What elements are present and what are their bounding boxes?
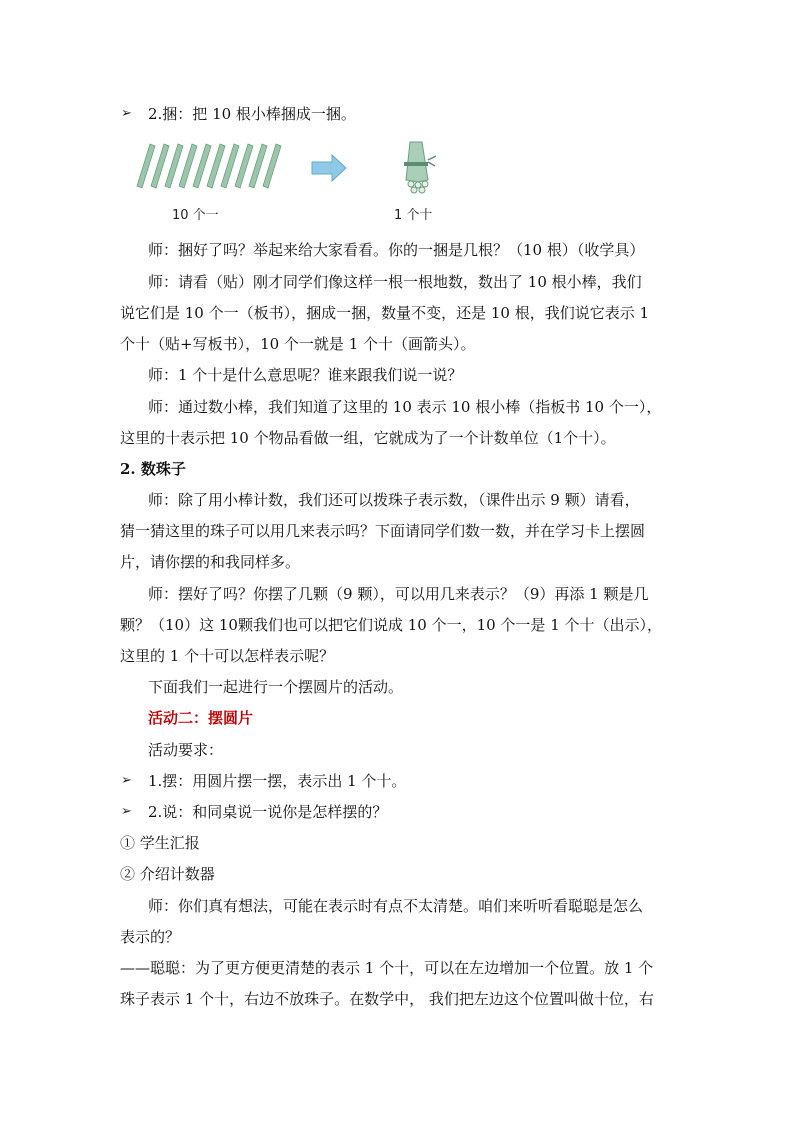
paragraph-6-line-2: 颗？（10）这 10颗我们也可以把它们说成 10 个一，10 个一是 1 个十（出示）， bbox=[120, 616, 663, 634]
step-2: ② 介绍计数器 bbox=[120, 865, 215, 883]
arrow-bullet-icon: ➢ bbox=[121, 804, 132, 819]
caption-one-ten: 1 个十 bbox=[394, 208, 433, 223]
paragraph-5-line-2: 猜一猜这里的珠子可以用几来表示吗？下面请同学们数一数，并在学习卡上摆圆 bbox=[120, 522, 646, 540]
requirement-1: 1.摆：用圆片摆一摆，表示出 1 个十。 bbox=[148, 772, 407, 790]
right-arrow-icon bbox=[312, 155, 346, 181]
paragraph-9-line-2: 珠子表示 1 个十，右边不放珠子。在数学中， 我们把左边这个位置叫做十位，右 bbox=[120, 990, 654, 1008]
stick-bundle-icon bbox=[404, 142, 436, 193]
step-1: ① 学生汇报 bbox=[120, 834, 200, 852]
paragraph-3: 师：1 个十是什么意思呢？谁来跟我们说一说？ bbox=[148, 366, 463, 384]
sticks-figure bbox=[122, 140, 462, 226]
item-bundle: 2.捆：把 10 根小棒捆成一捆。 bbox=[148, 105, 356, 123]
paragraph-4-line-2: 这里的十表示把 10 个物品看做一组，它就成为了一个计数单位（1个十）。 bbox=[120, 429, 616, 447]
requirement-2: 2.说：和同桌说一说你是怎样摆的？ bbox=[148, 803, 388, 821]
paragraph-8-line-2: 表示的？ bbox=[120, 928, 181, 946]
paragraph-9-line-1: ——聪聪：为了更方便更清楚的表示 1 个十，可以在左边增加一个位置。放 1 个 bbox=[120, 959, 654, 977]
arrow-bullet-icon: ➢ bbox=[121, 106, 132, 121]
paragraph-6-line-3: 这里的 1 个十可以怎样表示呢？ bbox=[120, 647, 335, 665]
paragraph-5-line-1: 师：除了用小棒计数，我们还可以拨珠子表示数，（课件出示 9 颗）请看， bbox=[148, 491, 640, 509]
paragraph-4-line-1: 师：通过数小棒，我们知道了这里的 10 表示 10 根小棒（指板书 10 个一）， bbox=[148, 398, 662, 416]
paragraph-2-line-2: 说它们是 10 个一（板书），捆成一捆，数量不变，还是 10 根，我们说它表示 1 bbox=[120, 304, 650, 322]
ten-sticks-icon bbox=[137, 144, 281, 188]
paragraph-8-line-1: 师：你们真有想法，可能在表示时有点不太清楚。咱们来听听看聪聪是怎么 bbox=[148, 897, 644, 915]
paragraph-2-line-1: 师：请看（贴）刚才同学们像这样一根一根地数，数出了 10 根小棒，我们 bbox=[148, 273, 642, 291]
paragraph-2-line-3: 个十（贴+写板书），10 个一就是 1 个十（画箭头）。 bbox=[120, 335, 476, 353]
arrow-bullet-icon: ➢ bbox=[121, 773, 132, 788]
paragraph-6-line-1: 师：摆好了吗？你摆了几颗（9 颗），可以用几来表示？（9）再添 1 颗是几 bbox=[148, 585, 649, 603]
paragraph-5-line-3: 片，请你摆的和我同样多。 bbox=[120, 553, 301, 571]
caption-ten-ones: 10 个一 bbox=[172, 208, 219, 223]
section-heading-beads: 2. 数珠子 bbox=[120, 460, 186, 478]
activity-requirements: 活动要求： bbox=[148, 741, 224, 759]
activity-title: 活动二：摆圆片 bbox=[148, 709, 254, 727]
paragraph-1: 师：捆好了吗？举起来给大家看看。你的一捆是几根？（10 根）（收学具） bbox=[148, 241, 645, 259]
sticks-illustration bbox=[122, 140, 462, 200]
paragraph-7: 下面我们一起进行一个摆圆片的活动。 bbox=[148, 678, 404, 696]
